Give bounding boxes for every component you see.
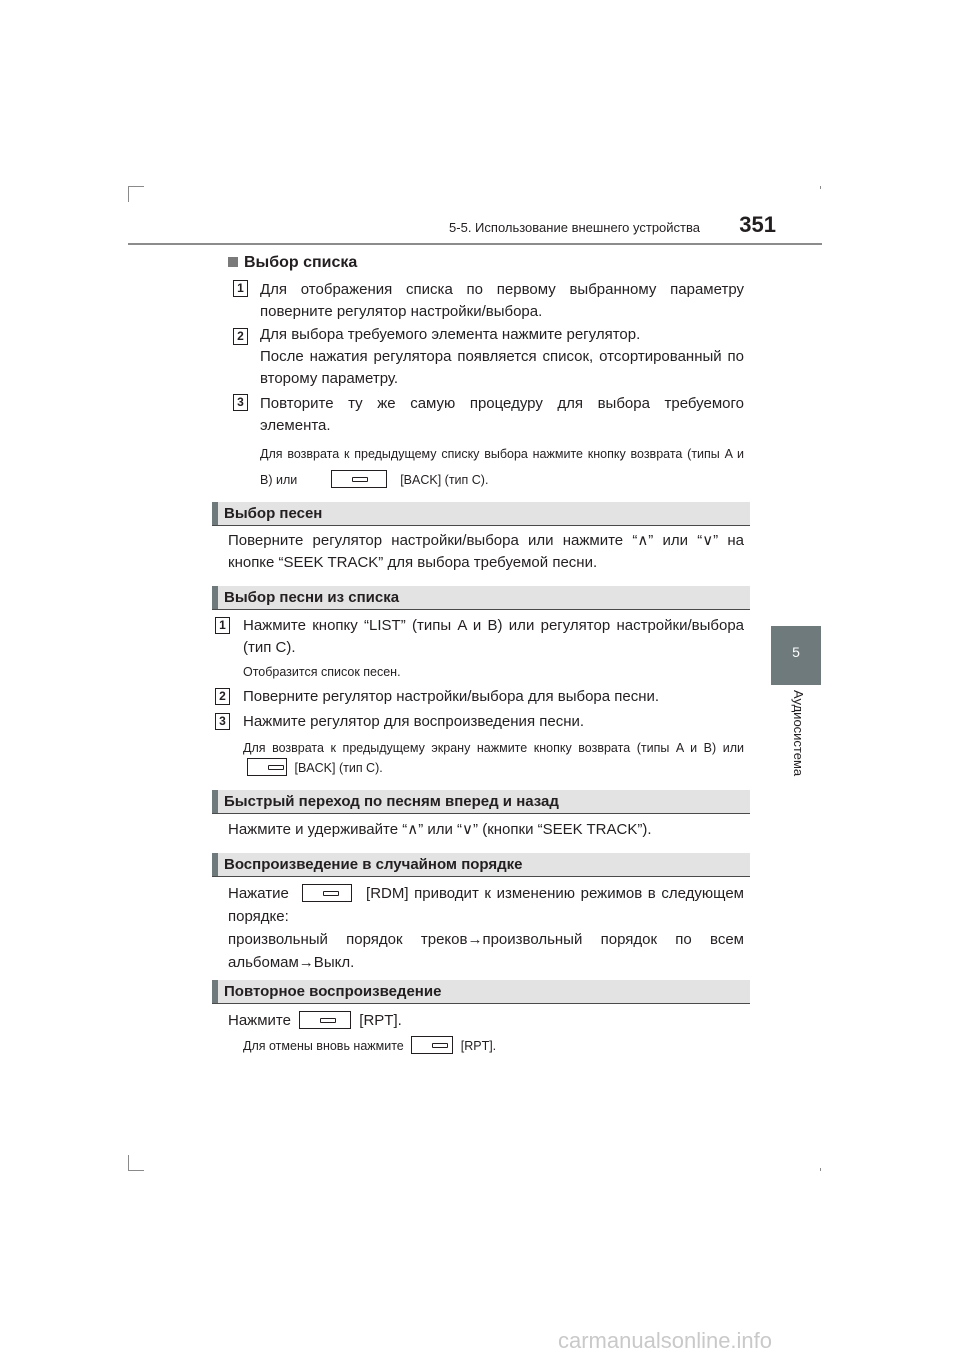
- step-text: Для выбора требуемого элемента нажмите регулятор. После нажатия регулятора появляется список, отсортированный по второму параметру.: [260, 326, 744, 387]
- section-text: Нажатие [RDM] приводит к изменению режимов в следующем порядке: произвольный порядок треков→произвольный порядок по всем альбомам→Выкл.: [228, 885, 744, 971]
- chapter-tab: 5: [771, 626, 821, 685]
- back-button-icon: [247, 758, 287, 776]
- crop-mark-top-left-v: [128, 186, 129, 202]
- crop-mark-bottom-right: [820, 1168, 821, 1171]
- step-text: Нажмите кнопку “LIST” (типы A и B) или регулятор настройки/выбора (тип C).: [243, 617, 744, 656]
- section-header-fast-seek: Быстрый переход по песням вперед и назад: [212, 790, 750, 814]
- square-bullet-icon: [228, 257, 238, 267]
- step-note: Для отмены вновь нажмите [RPT].: [243, 1036, 744, 1056]
- crop-mark-top-left-h: [128, 186, 144, 187]
- step-number-badge: 3: [215, 713, 230, 730]
- rpt-button-icon: [411, 1036, 453, 1054]
- step-note: Для возврата к предыдущему списку выбора нажмите кнопку возврата (типы A и B) или [BACK] (тип C).: [260, 447, 744, 487]
- crop-mark-bottom-left-v: [128, 1155, 129, 1171]
- step-number-badge: 3: [233, 394, 248, 411]
- section-text: Нажмите и удерживайте “∧” или “∨” (кнопки “SEEK TRACK”).: [228, 821, 652, 838]
- step-text: Для отображения списка по первому выбранному параметру поверните регулятор настройки/выбора.: [260, 281, 744, 320]
- subheading-list-select: Выбор списка: [228, 254, 357, 272]
- rdm-button-icon: [302, 884, 352, 902]
- header-rule: [128, 243, 822, 245]
- step-text: Нажмите регулятор для воспроизведения песни.: [243, 713, 585, 730]
- section-header-track-from-list: Выбор песни из списка: [212, 586, 750, 610]
- section-header-track-select: Выбор песен: [212, 502, 750, 526]
- crop-mark-top-right: [820, 186, 821, 189]
- step-note: Отобразится список песен.: [243, 665, 401, 679]
- step-number-badge: 2: [215, 688, 230, 705]
- section-text: Поверните регулятор настройки/выбора или нажмите “∧” или “∨” на кнопке “SEEK TRACK” для выбора требуемой песни.: [228, 532, 744, 571]
- step-number-badge: 1: [233, 280, 248, 297]
- step-text: Повторите ту же самую процедуру для выбора требуемого элемента.: [260, 395, 744, 434]
- rpt-button-icon: [299, 1011, 351, 1029]
- section-text: Нажмите [RPT].: [228, 1012, 402, 1029]
- step-text: Поверните регулятор настройки/выбора для выбора песни.: [243, 688, 660, 705]
- step-number-badge: 1: [215, 617, 230, 634]
- crop-mark-bottom-left-h: [128, 1170, 144, 1171]
- step-number-badge: 2: [233, 328, 248, 345]
- watermark: carmanualsonline.info: [558, 1328, 773, 1353]
- page-number: 351: [739, 212, 776, 237]
- section-header-repeat: Повторное воспроизведение: [212, 980, 750, 1004]
- step-note: Для возврата к предыдущему экрану нажмите кнопку возврата (типы A и B) или [BACK] (тип C).: [243, 741, 744, 775]
- back-button-icon: [331, 470, 387, 488]
- running-header: 5-5. Использование внешнего устройства: [449, 220, 700, 235]
- section-header-random: Воспроизведение в случайном порядке: [212, 853, 750, 877]
- chapter-title-vertical: Аудиосистема: [791, 690, 806, 777]
